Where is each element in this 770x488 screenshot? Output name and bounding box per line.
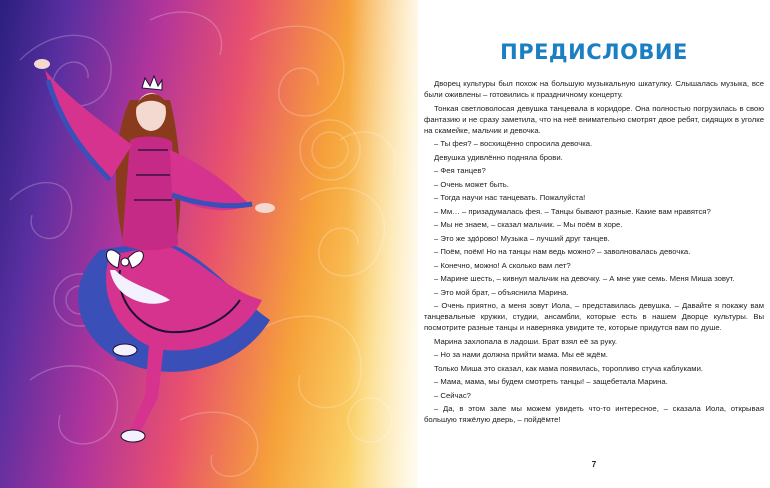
story-paragraph: Марина захлопала в ладоши. Брат взял её за руку.: [434, 336, 617, 346]
story-paragraph: – Тогда научи нас танцевать. Пожалуйста!: [434, 193, 586, 202]
story-paragraph: – Это мой брат, – объяснила Марина.: [434, 287, 569, 297]
text-page: [418, 0, 770, 488]
story-paragraph: – Ты фея? – восхищённо спросила девочка.: [434, 139, 593, 148]
story-text: [424, 78, 764, 428]
story-paragraph: – Очень может быть.: [434, 179, 509, 189]
story-paragraph: – Мы не знаем, – сказал мальчик. – Мы поём в хоре.: [434, 220, 623, 229]
story-paragraph: Тонкая светловолосая девушка танцевала в коридоре. Она полностью погрузилась в свою фантазию и не сразу заметила, что на неё внимательно смотрят двое ребят, сидящих в уголке на скамейке, мальчик и девочка.: [424, 103, 764, 135]
story-paragraph: – Фея танцев?: [434, 166, 486, 175]
story-paragraph: – Мм… – призадумалась фея. – Танцы бывают разные. Какие вам нравятся?: [434, 206, 711, 216]
story-paragraph: – Это же здо́рово! Музыка – лучший друг танцев.: [434, 233, 610, 243]
story-paragraph: – Но за нами должна прийти мама. Мы её ждём.: [434, 350, 608, 359]
swirl-ornament-icon: [10, 12, 396, 476]
story-paragraph: Девушка удивлённо подняла брови.: [434, 152, 563, 162]
page-title: ПРЕДИСЛОВИЕ: [500, 40, 688, 64]
story-paragraph: – Конечно, можно! А сколько вам лет?: [434, 260, 571, 270]
story-paragraph: – Да, в этом зале мы можем увидеть что-то интересное, – сказала Иола, открывая большую тяжёлую дверь, – пойдёмте!: [424, 404, 764, 424]
story-paragraph: Только Миша это сказал, как мама появилась, торопливо стуча каблуками.: [434, 363, 704, 373]
page-number: 7: [591, 460, 597, 469]
story-paragraph: – Очень приятно, а меня зовут Иола, – представилась девушка. – Давайте я покажу вам танцевальные кружки, студии, ансамбли, которые есть в нашем Дворце культуры. Вы посмотрите разные танцы и наверняка увидите те, которые придутся вам по душе.: [424, 301, 764, 332]
story-paragraph: – Мама, мама, мы будем смотреть танцы! – защебетала Марина.: [434, 377, 668, 386]
story-paragraph: – Поём, поём! Но на танцы нам ведь можно? – заволновалась девочка.: [434, 247, 691, 256]
story-paragraph: – Сейчас?: [434, 390, 471, 400]
story-paragraph: Дворец культуры был похож на большую музыкальную шкатулку. Слышалась музыка, все были оживлены – готовились к праздничному концерту.: [424, 79, 764, 99]
story-paragraph: – Марине шесть, – кивнул мальчик на девочку. – А мне уже семь. Меня Миша зовут.: [434, 274, 735, 283]
